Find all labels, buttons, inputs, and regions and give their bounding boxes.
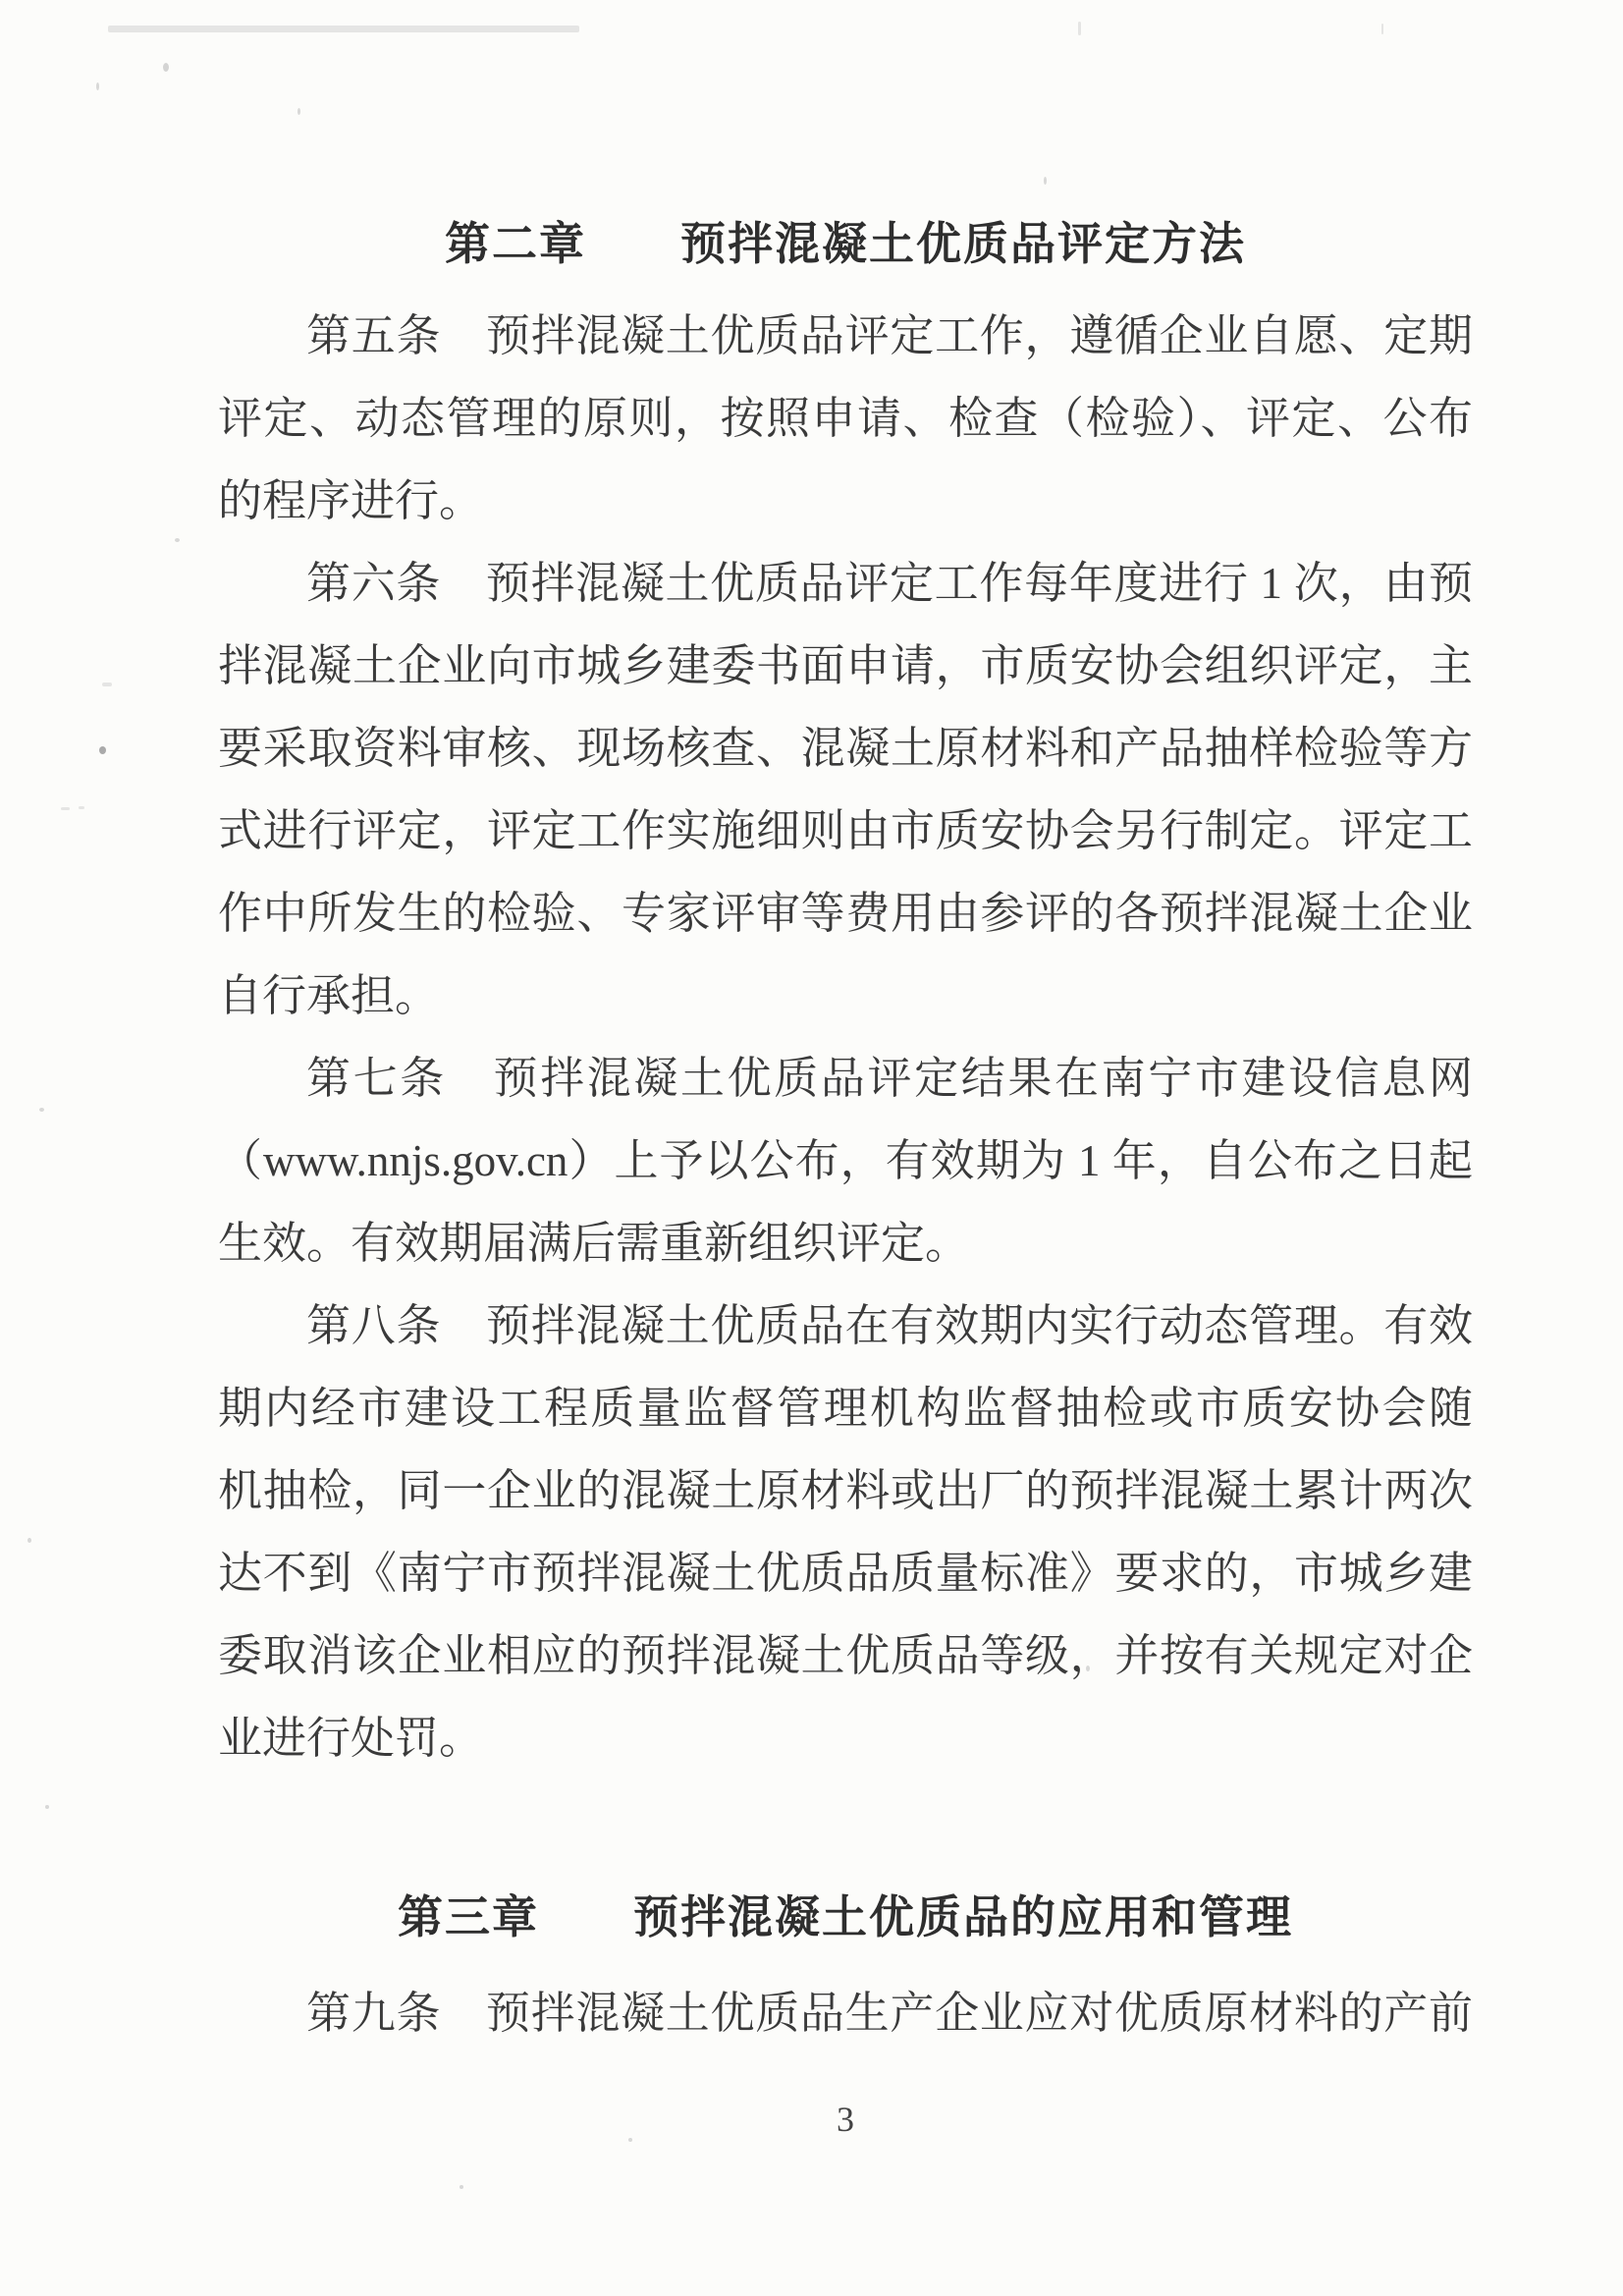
scan-artifact: [27, 1538, 31, 1543]
chapter-3-heading: 第三章 预拌混凝土优质品的应用和管理: [398, 1892, 1293, 1942]
document-line: 达不到《南宁市预拌混凝土优质品质量标准》要求的，市城乡建: [218, 1549, 1473, 1598]
document-line: （www.nnjs.gov.cn）上予以公布，有效期为 1 年，自公布之日起: [218, 1136, 1473, 1185]
document-line: 式进行评定，评定工作实施细则由市质安协会另行制定。评定工: [218, 806, 1473, 855]
scan-artifact: [61, 807, 70, 810]
document-line: 第六条 预拌混凝土优质品评定工作每年度进行 1 次，由预: [306, 559, 1473, 608]
document-line: 业进行处罚。: [218, 1714, 484, 1763]
document-line: 第七条 预拌混凝土优质品评定结果在南宁市建设信息网: [306, 1054, 1473, 1103]
scan-artifact: [39, 1108, 44, 1112]
document-line: 评定、动态管理的原则，按照申请、检查（检验）、评定、公布: [218, 394, 1473, 443]
document-line: 委取消该企业相应的预拌混凝土优质品等级，并按有关规定对企: [218, 1631, 1473, 1680]
document-line: 要采取资料审核、现场核查、混凝土原材料和产品抽样检验等方: [218, 724, 1473, 773]
document-line: 的程序进行。: [218, 476, 484, 525]
scan-artifact: [1078, 22, 1081, 35]
document-line: 机抽检，同一企业的混凝土原材料或出厂的预拌混凝土累计两次: [218, 1466, 1473, 1515]
scan-artifact: [460, 2185, 463, 2189]
document-line: 第八条 预拌混凝土优质品在有效期内实行动态管理。有效: [306, 1301, 1473, 1350]
document-line: 作中所发生的检验、专家评审等费用由参评的各预拌混凝土企业: [218, 889, 1473, 938]
document-line: 第五条 预拌混凝土优质品评定工作，遵循企业自愿、定期: [306, 311, 1473, 360]
scan-artifact: [298, 108, 300, 115]
page-number: 3: [837, 2100, 854, 2139]
document-line: 生效。有效期届满后需重新组织评定。: [218, 1219, 970, 1268]
document-line: 期内经市建设工程质量监督管理机构监督抽检或市质安协会随: [218, 1384, 1473, 1433]
document-line: 拌混凝土企业向市城乡建委书面申请，市质安协会组织评定，主: [218, 641, 1473, 690]
scan-artifact: [79, 806, 84, 809]
scan-artifact: [163, 63, 169, 72]
document-line: 自行承担。: [218, 971, 440, 1020]
scan-artifact: [99, 746, 106, 754]
article-body: [218, 1972, 1473, 2054]
scan-artifact: [1381, 24, 1383, 34]
chapter-2-heading: 第二章 预拌混凝土优质品评定方法: [445, 219, 1246, 269]
scan-artifact: [102, 683, 112, 686]
scan-artifact: [45, 1805, 49, 1809]
scan-artifact: [175, 538, 180, 542]
document-line: 第九条 预拌混凝土优质品生产企业应对优质原材料的产前: [306, 1989, 1473, 2038]
scan-artifact: [108, 26, 579, 32]
article-body: [218, 295, 1473, 1779]
scan-artifact: [96, 82, 99, 90]
scan-artifact: [1044, 177, 1047, 185]
